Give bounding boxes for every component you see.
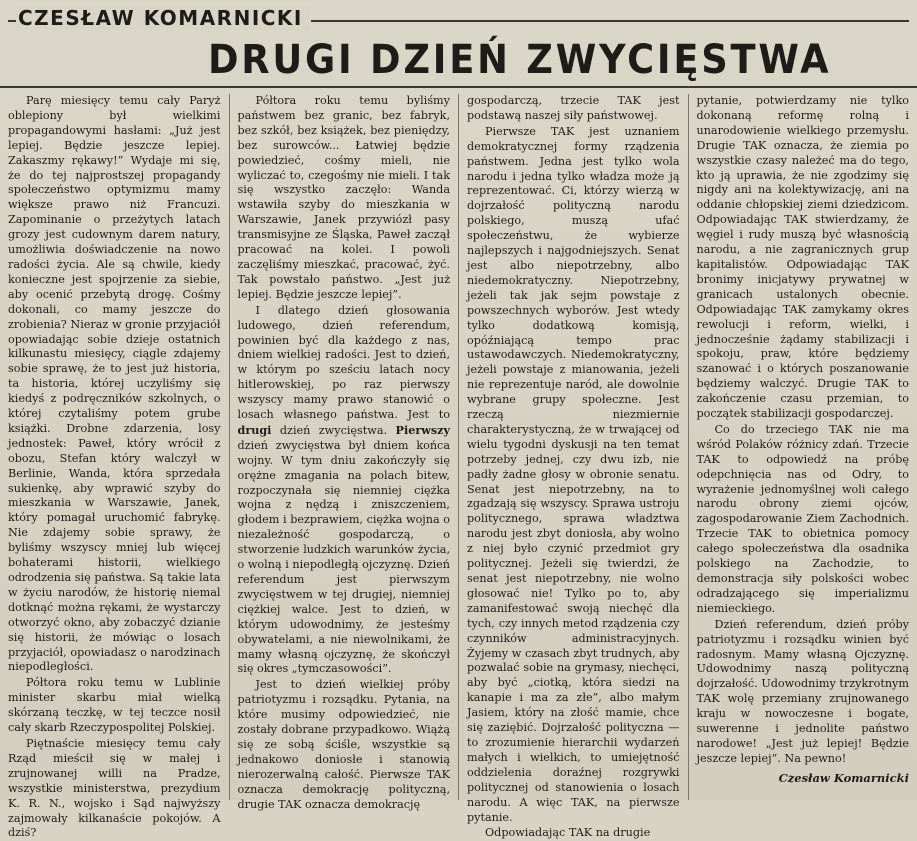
- paragraph: Półtora roku temu w Lublinie minister skarbu miał wielką skórzaną teczkę, w tej teczce nosił cały skarb Rzeczypospolitej Polskiej.: [8, 676, 221, 735]
- paragraph: Półtora roku temu byliśmy państwem bez granic, bez fabryk, bez szkół, bez książek, bez pieniędzy, bez surowców... Łatwiej będzie powiedzieć, cośmy mieli, nie wyliczać to, czegośmy nie mieli. I tak się wszystko zaczęło: Wanda wstawiła szyby do mieszkania w Warszawie, Janek przywiózł pasy transmisyjne ze Śląska, Paweł zaczął pracować na kolei. I powoli zaczęliśmy mieszkać, pracować, żyć. Tak powstało państwo. „Jest już lepiej. Będzie jeszcze lepiej”.: [237, 94, 450, 301]
- author-byline: CZESŁAW KOMARNICKI: [16, 6, 311, 30]
- paragraph-referendum: [238, 304, 451, 678]
- column-1: [8, 94, 229, 840]
- bold-word-pierwszy: Pierwszy: [395, 422, 451, 437]
- headline-rule: [0, 86, 917, 88]
- paragraph: Parę miesięcy temu cały Paryż oblepiony był wielkimi propagandowymi hasłami: „Już jest lepiej. Będzie jeszcze lepiej. Zakaszmy rękawy!” Wydaje mi się, że do tej najprostszej propagandy społeczeństwo optymizmu mamy większe prawo niż Francuzi. Zapominanie o przeżytych latach grozy jest cudownym darem natury, umożliwia doświadczenie na nowo radości życia. Ale są chwile, kiedy konieczne jest spojrzenie za siebie, aby ocenić przebytą drogę. Cośmy dokonali, co mamy jeszcze do zrobienia? Nieraz w gronie przyjaciół opowiadając sobie dzieje ostatnich kilkunastu miesięcy, ciągle zdajemy sobie sprawę, że to jest już historia, ta historia, której uczyliśmy się kiedyś z podręczników szkolnych, o której czytaliśmy potem grube książki. Drobne zdarzenia, losy jednostek: Paweł, który wrócił z obozu, Stefan który walczył w Berlinie, Wanda, która sprzedała sukienkę, aby wprawić szyby do mieszkania w Warszawie, Janek, który pomagał uruchomić fabrykę. Nie zdajemy sobie sprawy, że byliśmy wszyscy mniej lub więcej bohaterami historii, wielkiego odrodzenia się państwa. Są takie lata w życiu narodów, że historię niemal dotknąć można rękami, że wystarczy otworzyć okno, aby zobaczyć dzianie się historii, że mówiąc o losach przyjaciół, opowiadasz o narodzinach niepodległości.: [8, 94, 221, 674]
- text-run: dzień zwycięstwa.: [279, 423, 388, 437]
- article-headline: DRUGI DZIEŃ ZWYCIĘSTWA: [208, 37, 832, 83]
- paragraph: Co do trzeciego TAK nie ma wśród Polaków różnicy zdań. Trzecie TAK to odpowiedź na próbę odepchnięcia nas od Odry, to wyrażenie jednomyślnej woli całego narodu obrony ziemi ojców, zagospodarowanie Ziem Zachodnich. Trzecie TAK to obietnica pomocy całego społeczeństwa dla osadnika polskiego na Zachodzie, to demonstracja siły polskości wobec odradzającego się imperializmu niemieckiego.: [696, 422, 909, 615]
- author-signature: Czesław Komarnicki: [778, 770, 909, 785]
- paragraph: pytanie, potwierdzamy nie tylko dokonaną reformę rolną i unarodowienie wielkiego przemysłu. Drugie TAK oznacza, że ziemia po wszystkie czasy należeć ma do tego, kto ją uprawia, że nie zgodzimy się nigdy ani na kolektywizację, ani na oddanie chłopskiej ziemi dziedzicom. Odpowiadając TAK stwierdzamy, że węgiel i rudy muszą być własnością narodu, a nie zagranicznych grup kapitalistów. Odpowiadając TAK bronimy inicjatywy prywatnej w granicach ustalonych obecnie. Odpowiadając TAK zamykamy okres rewolucji i reform, wielki, i jednocześnie żądamy stabilizacji i spokoju, praw, które będziemy szanować i o których poszanowanie będziemy walczyć. Drugie TAK to zakończenie czasu przemian, to początek stabilizacji gospodarczej.: [696, 94, 909, 421]
- text-run: I dlatego dzień głosowania ludowego, dzień referendum, powinien być dla każdego z nas, dniem wielkiej radości. Jest to dzień, w którym po sześciu latach nocy hitlerowskiej, po raz pierwszy wszyscy mamy prawo stanowić o losach własnego państwa. Jest to: [237, 303, 450, 422]
- paragraph: gospodarczą, trzecie TAK jest podstawą naszej siły państwowej.: [467, 94, 680, 122]
- paragraph: Pierwsze TAK jest uznaniem demokratycznej formy rządzenia państwem. Jedna jest tylko wola narodu i jedna tylko władza może ją reprezentować. Ci, którzy wierzą w dojrzałość polityczną narodu polskiego, muszą ufać społeczeństwu, że wybierze najlepszych i najgodniejszych. Senat jest albo niepotrzebny, albo niedemokratyczny. Niepotrzebny, jeżeli tak jak sejm powstaje z powszechnych wyborów. Jest wtedy tylko dodatkową komisją, opóźniającą tempo prac ustawodawczych. Niedemokratyczny, jeżeli powstaje z mianowania, jeżeli nie reprezentuje naród, ale dowolnie wybrane grupy społeczne. Jest rzeczą niezmiernie charakterystyczną, że w trwającej od wielu tygodni dyskusji na ten temat potrzeby jednej, czy dwu izb, nie padły żadne głosy w obronie senatu. Senat jest niepotrzebny, na to zgadzają się wszyscy. Sprawa ustroju politycznego, sprawa władztwa narodu jest zbyt doniosła, aby wolno z niej było czynić przedmiot gry politycznej. Jeżeli się twierdzi, że senat jest niepotrzebny, nie wolno głosować nie! Tylko po to, aby zamanifestować swoją niechęć dla tych, czy innych metod rządzenia czy czynników administracyjnych. Żyjemy w czasach zbyt trudnych, aby pozwalać sobie na grymasy, niechęci, aby być „ciotką, która siedzi na kanapie i ma za złe”, albo małym Jasiem, który na złość mamie, chce się zaziębić. Dojrzałość polityczna — to zrozumienie hierarchii wydarzeń małych i wielkich, to umiejętność oddzielenia doraźnej rozgrywki politycznej od stanowienia o losach narodu. A więc TAK, na pierwsze pytanie.: [467, 124, 680, 824]
- column-3: [458, 94, 688, 840]
- paragraph: Jest to dzień wielkiej próby patriotyzmu i rozsądku. Pytania, na które musimy odpowiedzieć, nie zostały dobrane przypadkowo. Wiążą się ze sobą ściśle, wszystkie są jednakowo doniosłe i stanowią nierozerwalną całość. Pierwsze TAK oznacza demokrację polityczną, drugie TAK oznacza demokrację: [237, 678, 450, 811]
- paragraph: Odpowiadając TAK na drugie: [485, 826, 651, 840]
- column-4: [688, 94, 910, 800]
- column-2: [229, 94, 459, 811]
- article-columns: [8, 94, 909, 840]
- paragraph: Piętnaście miesięcy temu cały Rząd mieścił się w małej i zrujnowanej willi na Pradze, wszystkie ministerstwa, prezydium K. R. N., wojsko i Sąd najwyższy zajmowały kilkanaście pokojów. A dziś?: [8, 736, 221, 840]
- text-run: dzień zwycięstwa był dniem końca wojny. W tym dniu zakończyły się orężne zmagania na polach bitew, rozpoczynała się niemniej ciężka wojna z nędzą i zniszczeniem, głodem i bezprawiem, ciężka wojna o niezależność gospodarczą, o stworzenie ludzkich warunków życia, o wolną i niepodległą ojczyznę. Dzień referendum jest pierwszym zwycięstwem w tej drugiej, niemniej ciężkiej walce. Jest to dzień, w którym udowodnimy, że jesteśmy obywatelami, a nie niewolnikami, że mamy własną ojczyznę, że skończył się okres „tymczasowości”.: [237, 438, 450, 676]
- article-header: [8, 6, 909, 86]
- bold-word-drugi: drugi: [237, 422, 272, 437]
- paragraph: Dzień referendum, dzień próby patriotyzmu i rozsądku winien być radosnym. Mamy własną Ojczyznę. Udowodnimy naszą polityczną dojrzałość. Udowodnimy trzykrotnym TAK wolę przemiany zrujnowanego kraju w nowoczesne i bogate, suwerenne i jednolite państwo narodowe! „Jest już lepiej! Będzie jeszcze lepiej”. Na pewno!: [696, 617, 909, 765]
